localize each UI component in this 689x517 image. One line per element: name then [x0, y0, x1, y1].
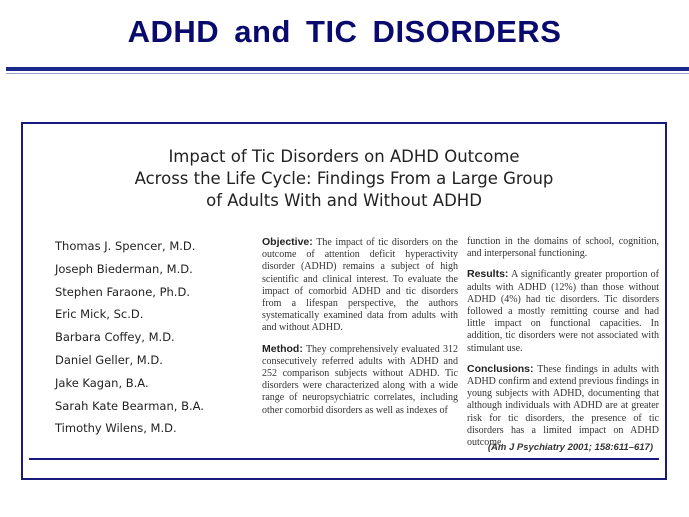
title-divider [6, 67, 689, 71]
author: Timothy Wilens, M.D. [55, 421, 177, 436]
paper-abstract-image [21, 122, 667, 480]
abstract-column-middle [262, 236, 458, 425]
author: Sarah Kate Bearman, B.A. [55, 398, 204, 413]
conclusions-label: Conclusions: [467, 362, 534, 375]
citation: (Am J Psychiatry 2001; 158:611–617) [487, 442, 653, 453]
author: Jake Kagan, B.A. [55, 375, 149, 390]
slide-title: ADHD and TIC DISORDERS [127, 14, 562, 49]
paper-title-line: Impact of Tic Disorders on ADHD Outcome [168, 147, 520, 166]
paper-title-line: Across the Life Cycle: Findings From a Large Group [134, 169, 554, 188]
abstract-column-right [467, 236, 659, 457]
title-divider-shadow [6, 73, 689, 74]
author-list [55, 237, 260, 442]
objective-text: The impact of tic disorders on the outcome of attention deficit hyperactivity disorder (ADHD) remains a subject of high scientific and clinical interest. To evaluate the impact of comorbid ADHD and tic disorders from a lifespan perspective, the authors systematically examined data from adults with and without ADHD. [262, 237, 458, 334]
results-text: A significantly greater proportion of adults with ADHD (12%) than those without ADHD (4%) had tic disorders. Tic disorders followed a mostly remitting course and had little impact on functional capacities. In addition, tic disorders were not associated with stimulant use. [467, 269, 659, 354]
paper-bottom-rule [29, 458, 659, 460]
results-label: Results: [467, 268, 509, 281]
author: Barbara Coffey, M.D. [55, 330, 175, 345]
conclusions-section [467, 363, 659, 449]
paper-title-line: of Adults With and Without ADHD [206, 191, 482, 210]
conclusions-text: These findings in adults with ADHD confirm and extend previous findings in young subjects with ADHD, documenting that although individuals with ADHD are at greater risk for tic disorders, the presence of tic disorders has a limited impact on ADHD outcome. [467, 363, 659, 449]
method-label: Method: [262, 342, 303, 355]
method-text: They comprehensively evaluated 312 consecutively referred adults with ADHD and 252 comparison subjects without ADHD. Tic disorders were characterized along with a wide range of neuropsychiatric correlates, including other comorbid disorders as well as indexes of [262, 343, 458, 416]
method-continued: function in the domains of school, cognition, and interpersonal functioning. [467, 236, 659, 260]
author: Daniel Geller, M.D. [55, 352, 163, 367]
paper-title [23, 146, 665, 212]
objective-label: Objective: [262, 236, 313, 248]
objective-section [262, 236, 458, 335]
author: Joseph Biederman, M.D. [55, 261, 193, 276]
results-section [467, 268, 659, 354]
method-section [262, 343, 458, 417]
author: Stephen Faraone, Ph.D. [55, 284, 190, 299]
author: Eric Mick, Sc.D. [55, 307, 144, 322]
author: Thomas J. Spencer, M.D. [55, 239, 196, 253]
